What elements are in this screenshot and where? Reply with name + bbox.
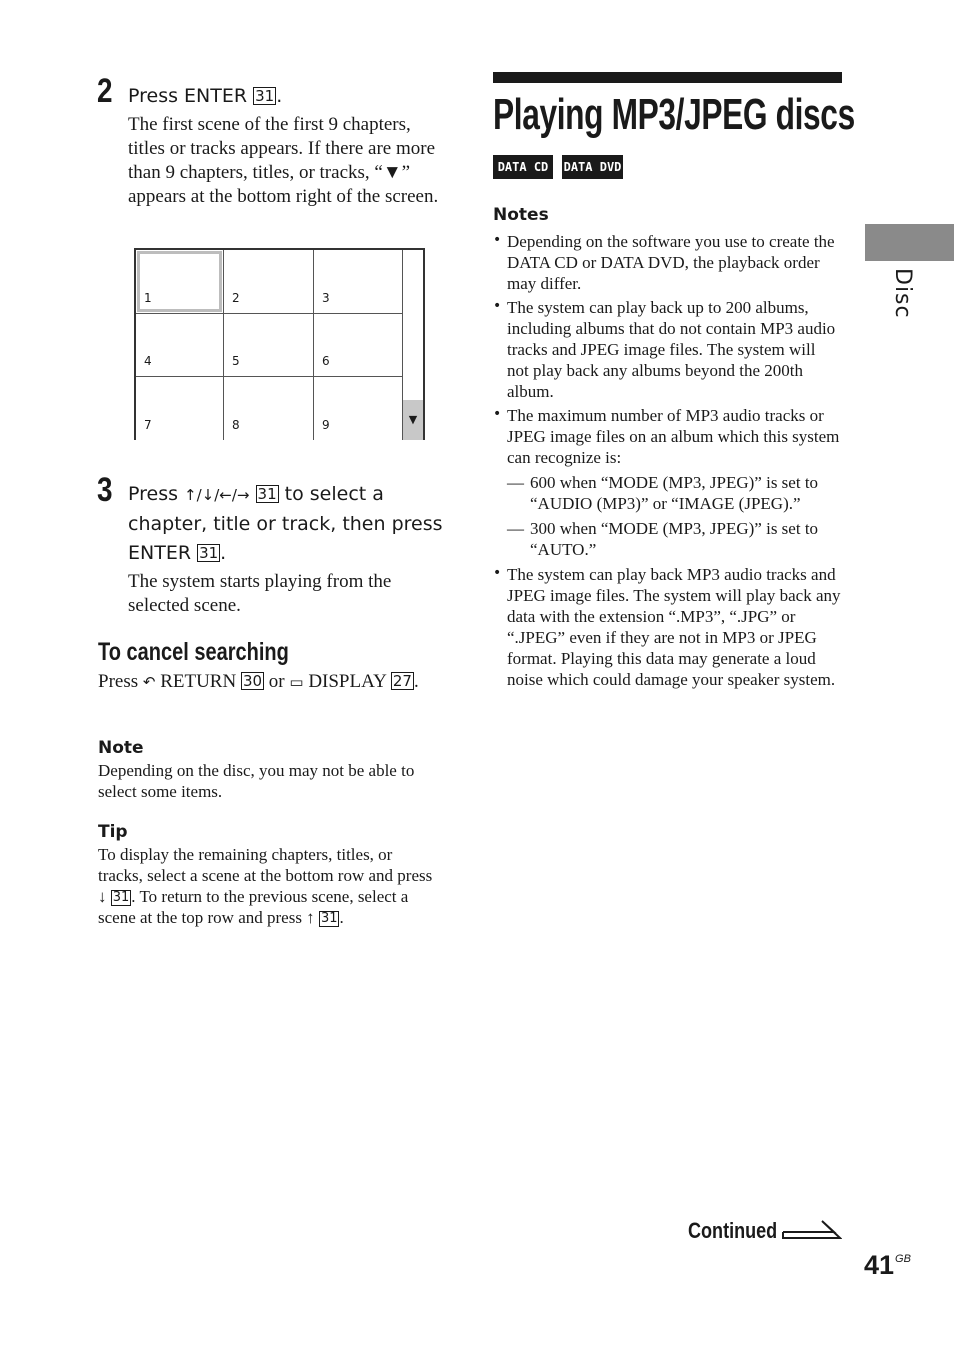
section-label: Disc [890, 268, 915, 319]
step-3-number: 3 [97, 471, 113, 509]
note-text: Depending on the software you use to create the DATA CD or DATA DVD, the playback order may differ. [507, 232, 835, 293]
thumbnail-number: 2 [232, 291, 240, 305]
thumbnail-number: 3 [322, 291, 330, 305]
thumbnail-cell[interactable] [136, 377, 224, 440]
dash-icon: — [507, 519, 524, 538]
step-2-title-text: Press ENTER [128, 85, 248, 107]
note-text: The system can play back up to 200 albums, including albums that do not contain MP3 audio tracks and JPEG image files. The system will not play back any albums beyond the 200th album. [507, 298, 836, 401]
return-icon: ↶ [142, 673, 156, 691]
tip-text-c: . [339, 908, 344, 927]
thumbnail-cell[interactable] [224, 314, 314, 377]
arrow-keys-icon: ↑/↓/←/→ [184, 486, 250, 504]
step-3-body: The system starts playing from the selected scene. [128, 571, 392, 616]
step-3-text-b: to select a chapter, title or track, then press ENTER [128, 483, 443, 564]
continued-wrap [688, 1218, 797, 1244]
thumbnail-number: 7 [144, 418, 152, 432]
return-label: RETURN [155, 671, 241, 692]
title-rule [493, 72, 842, 83]
sub-item-text: 300 when “MODE (MP3, JPEG)” is set to “AUTO.” [530, 519, 819, 559]
data-dvd-badge: DATA DVD [562, 155, 623, 179]
return-key-label: 30 [242, 672, 263, 690]
thumbnail-number: 4 [144, 354, 152, 368]
thumbnail-cell[interactable] [136, 314, 224, 377]
key-label: 31 [112, 890, 130, 905]
bullet-icon: • [493, 565, 502, 581]
thumbnail-cell[interactable] [314, 314, 403, 377]
thumbnail-number: 5 [232, 354, 240, 368]
continued-arrow-icon [782, 1218, 842, 1242]
sub-item [493, 472, 841, 514]
section-label-wrap [890, 268, 915, 328]
page-region-suffix: GB [895, 1253, 911, 1265]
note-heading: Note [98, 738, 144, 758]
enter-key-label: 31 [255, 87, 275, 105]
or-text: or [264, 671, 290, 692]
notes-heading: Notes [493, 205, 549, 225]
thumbnail-cell[interactable] [224, 250, 314, 314]
display-key-label: 27 [392, 672, 412, 690]
cancel-searching-heading: To cancel searching [98, 638, 289, 666]
note-item [493, 405, 841, 560]
tip-text [98, 844, 438, 928]
bullet-icon: • [493, 406, 502, 422]
thumbnail-number: 6 [322, 354, 330, 368]
bullet-icon: • [493, 232, 502, 248]
notes-list [493, 231, 841, 693]
tip-text-b: . To return to the previous scene, select a scene at the top row and press ↑ [98, 887, 409, 927]
thumbnail-number: 1 [144, 291, 152, 305]
enter-key-label: 31 [199, 544, 219, 562]
sub-item-text: 600 when “MODE (MP3, JPEG)” is set to “AUDIO (MP3)” or “IMAGE (JPEG).” [530, 473, 819, 513]
cancel-heading-wrap [98, 638, 337, 667]
thumbnail-cell[interactable] [314, 377, 403, 440]
enter-key-label: 31 [257, 485, 277, 503]
cancel-text: Press [98, 671, 143, 692]
thumbnail-cell[interactable] [136, 250, 224, 314]
note-item [493, 297, 841, 402]
thumbnail-cell[interactable] [314, 250, 403, 314]
note-text: The maximum number of MP3 audio tracks or JPEG image files on an album which this system can recognize is: [507, 406, 840, 467]
sub-item [493, 518, 841, 560]
step-2-body: The first scene of the first 9 chapters, titles or tracks appears. If there are more than 9 chapters, titles, or tracks, “▼” appears at the bottom right of the screen. [128, 114, 439, 207]
title-wrap [493, 90, 954, 140]
chapter-thumbnail-grid [134, 248, 425, 440]
key-label: 31 [320, 911, 338, 926]
page-title: Playing MP3/JPEG discs [493, 90, 855, 139]
note-item [493, 231, 841, 294]
page-number-wrap [864, 1250, 911, 1281]
step-2-number: 2 [97, 72, 113, 110]
cancel-instructions: Press ↶ RETURN 30 or ▭ DISPLAY 27 . [98, 671, 419, 692]
tip-heading: Tip [98, 822, 128, 842]
dash-icon: — [507, 473, 524, 492]
continued-arrow-shape [783, 1221, 840, 1238]
step-2-title: Press ENTER 31 . [128, 85, 283, 107]
bullet-icon: • [493, 298, 502, 314]
tip-text-a: To display the remaining chapters, titles, or tracks, select a scene at the bottom row and press ↓ [98, 845, 433, 906]
note-text: The system can play back MP3 audio tracks and JPEG image files. The system will play back any data with the extension “.MP3”, “.JPG” or “.JPEG” even if they are not in MP3 or JPEG format. Playing this data may generate a loud noise which could damage your speaker system. [507, 565, 841, 689]
thumbnail-cell[interactable] [224, 377, 314, 440]
step-3-text-a: Press [128, 483, 185, 505]
display-icon: ▭ [289, 673, 304, 691]
scroll-down-indicator[interactable]: ▼ [403, 400, 423, 440]
note-text: Depending on the disc, you may not be able to select some items. [98, 761, 415, 801]
step-3-title: Press ↑/↓/←/→ 31 to select a chapter, title or track, then press ENTER 31 . [128, 483, 443, 564]
page-number: 41 [864, 1250, 895, 1280]
note-item [493, 564, 841, 690]
thumbnail-number: 9 [322, 418, 330, 432]
thumbnail-number: 8 [232, 418, 240, 432]
display-label: DISPLAY [303, 671, 391, 692]
data-cd-badge: DATA CD [493, 155, 553, 179]
continued-label: Continued [688, 1218, 778, 1243]
section-tab [865, 224, 954, 261]
